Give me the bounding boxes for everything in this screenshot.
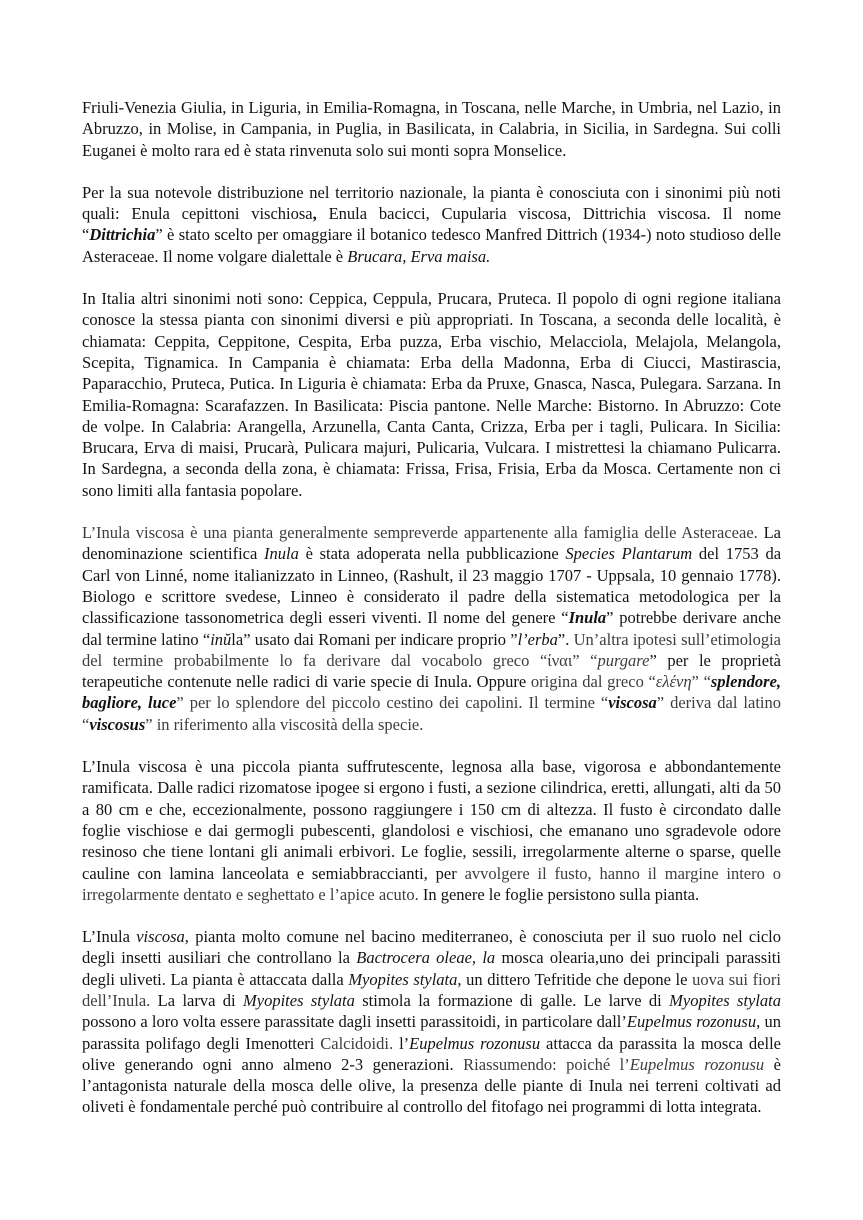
paragraph-5	[82, 756, 781, 905]
text-run: avvolgere il fusto, hanno il margine intero o irregolarmente dentato e seghettato e l’apice acuto.	[82, 863, 781, 904]
text-run: Enula bacicci, Cupularia viscosa, Dittrichia viscosa. Il nome “	[82, 204, 781, 245]
text-run: ,	[312, 204, 317, 224]
text-run: Brucara, Erva maisa.	[347, 246, 491, 266]
text-run: la” usato dai Romani per indicare proprio ”	[231, 629, 518, 649]
text-run: Friuli-Venezia Giulia, in Liguria, in Emilia-Romagna, in Toscana, nelle Marche, in Umbria, nel Lazio, in Abruzzo, in Molise, in Campania, in Puglia, in Basilicata, in Calabria, in Sicilia, in Sardegna. Sui colli Euganei è molto rara ed è stata rinvenuta solo sui monti sopra Monselice.	[82, 98, 781, 160]
text-run: , un dittero Tefritide che depone le	[457, 969, 693, 989]
text-run: splendore, bagliore, luce	[82, 672, 782, 713]
text-run: ” per le proprietà terapeutiche contenute nelle radici di varie specie di Inula. Oppure	[82, 650, 781, 692]
text-run: viscosa,	[136, 927, 189, 947]
text-run: L’Inula	[82, 927, 137, 947]
paragraph-2	[82, 182, 781, 267]
text-run: Inula	[568, 608, 607, 628]
text-run: l’erba	[517, 629, 558, 649]
paragraph-4	[82, 522, 781, 735]
text-run: Riassumendo: poiché l’	[463, 1054, 630, 1074]
text-run: In genere le foglie persistono sulla pianta.	[422, 884, 700, 904]
text-run: è l’antagonista naturale della mosca delle olive, la presenza delle piante di Inula nei terreni coltivati ad oliveti è fondamentale perché può contribuire al controllo del fitofago nei programmi di lotta integrata.	[82, 1054, 781, 1117]
text-run: L’Inula viscosa è una pianta generalmente sempreverde appartenente alla famiglia delle Asteraceae.	[82, 523, 764, 543]
text-run: ” “	[691, 672, 711, 692]
text-run: Bactrocera oleae, la	[356, 948, 496, 968]
text-run: L’Inula viscosa è una piccola pianta suffrutescente, legnosa alla base, vigorosa e abbondantemente ramificata. Dalle radici rizomatose ipogee si ergono i fusti, a sezione cilindrica, eretti, allungati, alti da 50 a 80 cm e che, eccezionalmente, possono raggiungere i 150 cm di altezza. Il fusto è circondato dalle foglie vischiose e dai germogli pubescenti, glandolosi e vischiosi, che emanano uno sgradevole odore resinoso che tiene lontani gli animali erbivori. Le foglie, sessili, irregolarmente alterne o sparse, quelle cauline con lamina lanceolata e semiabbraccianti, per	[82, 757, 781, 883]
text-run: ”.	[557, 629, 574, 649]
text-run: Eupelmus rozonusu	[629, 1054, 765, 1074]
text-run: Eupelmus rozonusu	[409, 1033, 541, 1053]
text-run: La denominazione scientifica	[82, 523, 781, 564]
text-run: del 1753 da Carl von Linné, nome italianizzato in Linneo, (Rashult, il 23 maggio 1707 - Uppsala, 10 gennaio 1778). Biologo e scrittore svedese, Linneo è considerato il padre della sistematica metodologica per la classificazione tassonometrica degli esseri viventi. Il nome del genere “	[82, 544, 782, 628]
text-run: ” deriva dal latino “	[82, 693, 781, 734]
text-run: purgare	[597, 650, 650, 670]
text-run: pianta molto comune nel bacino mediterraneo, è conosciuta per il suo ruolo nel ciclo degli insetti ausiliari che controllano la	[82, 927, 781, 968]
text-run: Inula	[264, 544, 299, 564]
text-run: , un parassita polifago degli Imenotteri	[82, 1012, 781, 1053]
text-run: Species Plantarum	[565, 544, 693, 564]
text-run: stimola la formazione di galle. Le larve di	[354, 990, 670, 1010]
document-body	[82, 97, 781, 1118]
text-run: inŭ	[210, 629, 232, 649]
paragraph-1	[82, 97, 781, 161]
text-run: origina dal greco “	[530, 672, 656, 692]
text-run: Myopites stylata	[669, 990, 782, 1010]
text-run: viscosa	[608, 693, 657, 713]
paragraph-6	[82, 926, 781, 1118]
text-run: Myopites stylata	[348, 969, 458, 989]
paragraph-3	[82, 288, 781, 501]
text-run: ” in riferimento alla viscosità della specie.	[145, 714, 424, 734]
text-run: ελένη	[655, 672, 692, 692]
text-run: uova sui fiori dell’Inula.	[82, 969, 782, 1010]
text-run: viscosus	[89, 714, 146, 734]
text-run: mosca olearia,uno dei principali parassiti degli uliveti. La pianta è attaccata dalla	[82, 948, 781, 989]
text-run: ” è stato scelto per omaggiare il botanico tedesco Manfred Dittrich (1934-) noto studioso delle Asteraceae. Il nome volgare dialettale è	[82, 225, 781, 266]
text-run: In Italia altri sinonimi noti sono: Ceppica, Ceppula, Prucara, Pruteca. Il popolo di ogni regione italiana conosce la stessa pianta con sinonimi diversi e più appropriati. In Toscana, a seconda delle località, è chiamata: Ceppita, Ceppitone, Cespita, Erba puzza, Erba vischio, Melacciola, Melajola, Melangola, Scepita, Tignamica. In Campania è chiamata: Erba della Madonna, Erba di Ciucci, Mastirascia, Paparacchio, Pruteca, Putica. In Liguria è chiamata: Erba da Pruxe, Gnasca, Nasca, Pulegara. Sarzana. In Emilia-Romagna: Scarafazzen. In Basilicata: Piscia pantone. Nelle Marche: Bistorno. In Abruzzo: Cote de volpe. In Calabria: Arangella, Arzunella, Canta Canta, Crizza, Erba per i tagli, Pulicara. In Sicilia: Brucara, Erva di maisi, Prucarà, Pulicara majuri, Pulicaria, Vulcara. I mistrettesi la chiamano Pulicarra. In Sardegna, a seconda della zona, è chiamata: Frissa, Frisa, Frisia, Erba da Mosca. Certamente non ci sono limiti alla fantasia popolare.	[82, 289, 781, 500]
text-run: ” per lo splendore del piccolo cestino dei capolini. Il termine “	[176, 693, 609, 713]
text-run: possono a loro volta essere parassitate dagli insetti parassitoidi, in particolare dall’	[82, 1012, 627, 1032]
text-run: La larva di	[157, 990, 244, 1010]
text-run: Eupelmus rozonusu	[626, 1012, 757, 1032]
text-run: Myopites stylata	[243, 990, 355, 1010]
text-run: ” potrebbe derivare anche dal termine latino “	[82, 608, 781, 649]
text-run: Un’altra ipotesi sull’etimologia del termine probabilmente lo fa derivare dal vocabolo greco “ίναι” “	[82, 629, 781, 670]
text-run: attacca da parassita la mosca delle olive generando ogni anno almeno 2-3 generazioni.	[82, 1033, 781, 1074]
text-run: Per la sua notevole distribuzione nel territorio nazionale, la pianta è conosciuta con i sinonimi più noti quali: Enula cepittoni vischiosa	[82, 182, 781, 224]
text-run: è stata adoperata nella pubblicazione	[298, 544, 566, 564]
text-run: Calcidoidi.	[320, 1033, 400, 1053]
text-run: l’	[399, 1033, 410, 1053]
text-run: Dittrichia	[89, 225, 156, 245]
